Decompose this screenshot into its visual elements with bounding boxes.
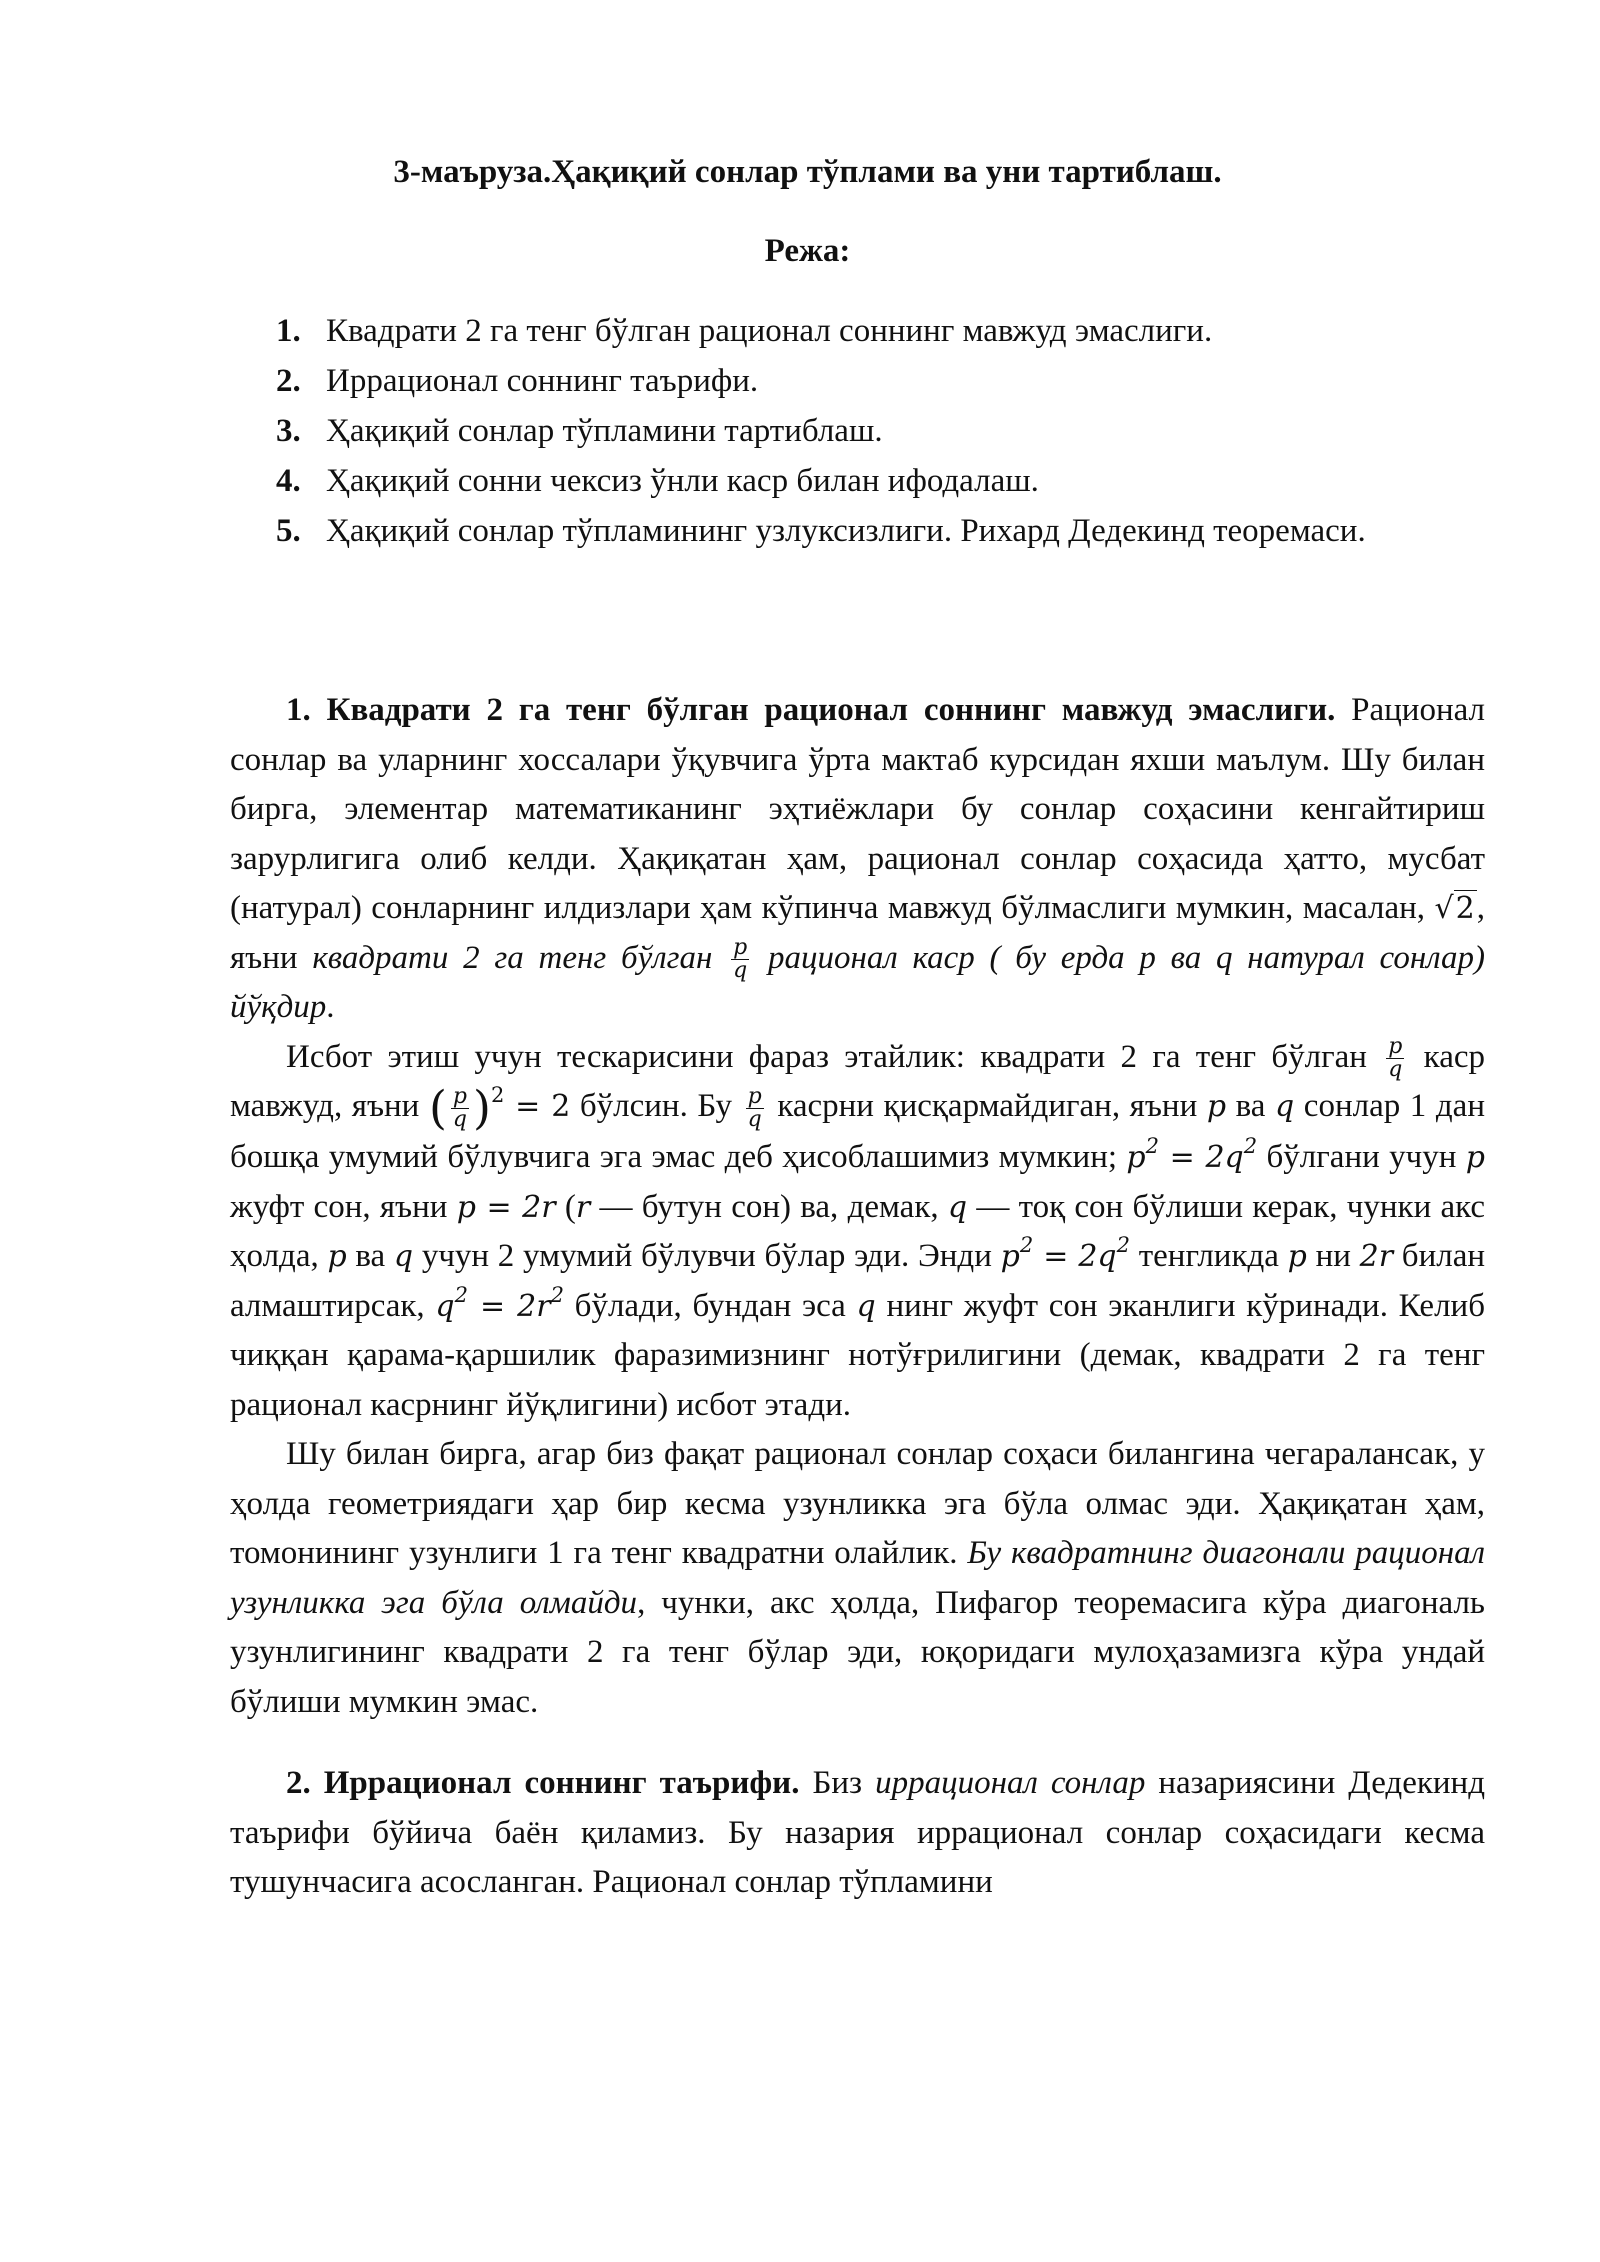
- paragraph-text: тенгликда: [1130, 1238, 1288, 1275]
- math-var: q: [393, 1239, 414, 1275]
- fraction-p-over-q: [1386, 1036, 1404, 1081]
- math-var: p: [1206, 1089, 1227, 1124]
- italic-text: Бу квадратнинг диагонали рационал узунликка эга бўла олмайди: [230, 1535, 1485, 1621]
- plan-heading: Режа:: [764, 233, 851, 269]
- paragraph-text: .: [326, 989, 335, 1025]
- paragraph-text: бўлади, бундан эса: [563, 1287, 857, 1324]
- section-1-paragraph-1: [230, 686, 1485, 1033]
- formula-part: = 2q: [1159, 1140, 1244, 1176]
- paragraph-text: , чунки, акс ҳолда, Пифагор теоремасига кўра диагональ узунлигининг квадрати 2 га тенг бўлар эди, юқоридаги мулоҳазамизга кўра ундай бўлиши мумкин эмас.: [230, 1584, 1485, 1720]
- sqrt-argument: 2: [1455, 891, 1475, 926]
- formula-part: = 2r: [468, 1288, 551, 1324]
- formula-part: p: [1000, 1239, 1020, 1275]
- lecture-body: [230, 686, 1485, 1908]
- exponent: 2: [1019, 1233, 1034, 1258]
- plan-item: [230, 506, 1485, 556]
- italic-text: рационал каср ( бу ерда p ва q натурал сонлар) йўқдир: [230, 939, 1485, 1025]
- plan-item-text: Ҳақиқий сонлар тўпламининг узлуксизлиги. Рихард Дедекинд теоремаси.: [326, 513, 1366, 549]
- formula-part: = 2q: [1033, 1239, 1117, 1275]
- math-var: p: [1465, 1140, 1485, 1176]
- paragraph-text: касрни қисқармайдиган, яъни: [767, 1088, 1207, 1124]
- exponent: 2: [1145, 1134, 1159, 1159]
- section-2-heading: 2. Иррационал соннинг таърифи.: [286, 1765, 800, 1802]
- paragraph-text: (: [555, 1188, 576, 1225]
- fraction-numerator: p: [733, 935, 748, 961]
- paragraph-text: ва: [346, 1238, 394, 1275]
- paragraph-text: назариясини Дедекинд таърифи бўйича баён қиламиз. Бу назария иррационал сонлар соҳасидаги кесма тушунчасига асосланган. Рационал сонлар тўпламини: [230, 1765, 1485, 1901]
- formula: [435, 1282, 564, 1324]
- paragraph-text: билан алмаштирсак,: [230, 1238, 1486, 1324]
- fraction-p-over-q: [731, 937, 749, 982]
- plan-item-number: 2.: [276, 363, 301, 399]
- section-1-paragraph-2: [230, 1033, 1485, 1431]
- paragraph-text: каср мавжуд, яъни: [230, 1038, 1486, 1124]
- paragraph-text: — тоқ сон бўлиши керак, чунки акс ҳолда,: [230, 1188, 1486, 1275]
- exponent: 2: [490, 1083, 505, 1107]
- formula: [1126, 1134, 1258, 1176]
- plan-item: [230, 306, 1485, 356]
- plan-item-number: 5.: [276, 513, 301, 549]
- math-var: q: [947, 1189, 968, 1225]
- formula-text: = 2: [504, 1089, 571, 1124]
- formula: 2r: [1359, 1239, 1394, 1275]
- plan-item-text: Ҳақиқий сонлар тўпламини тартиблаш.: [326, 413, 883, 449]
- paragraph-text: , яъни: [230, 890, 1485, 976]
- paragraph-text: учун 2 умумий бўлувчи бўлар эди. Энди: [413, 1238, 1001, 1275]
- plan-item-number: 4.: [276, 463, 301, 499]
- paragraph-text: бўлгани учун: [1257, 1139, 1466, 1176]
- fraction-denominator: q: [1388, 1057, 1403, 1083]
- fraction-p-over-q: [746, 1083, 764, 1132]
- math-var: q: [856, 1288, 876, 1324]
- fraction-numerator: p: [1388, 1034, 1403, 1060]
- paragraph-text: бўлсин. Бу: [570, 1088, 742, 1124]
- paragraph-text: сонлар 1 дан бошқа умумий бўлувчига эга эмас деб ҳисоблашимиз мумкин;: [230, 1088, 1485, 1176]
- formula-part: q: [435, 1288, 455, 1324]
- italic-text: иррационал сонлар: [875, 1765, 1146, 1802]
- fraction-numerator: p: [452, 1083, 467, 1109]
- plan-item-text: Ҳақиқий сонни чексиз ўнли каср билан ифодалаш.: [326, 463, 1039, 499]
- exponent: 2: [1243, 1134, 1258, 1159]
- formula-paren: (: [428, 1080, 447, 1135]
- plan-item: [230, 356, 1485, 406]
- section-gap: [230, 1727, 1485, 1759]
- formula: p = 2r: [456, 1189, 556, 1225]
- paragraph-text: Шу билан бирга, агар биз фақат рационал сонлар соҳаси билангина чегаралансак, у ҳолда геометриядаги ҳар бир кесма узунликка эга бўла олмас эди. Ҳақиқатан ҳам, томонининг узунлиги 1 га тенг квадратни олайлик.: [230, 1436, 1485, 1572]
- paragraph-text: Исбот этиш учун тескарисини фараз этайлик: квадрати 2 га тенг бўлган: [286, 1038, 1383, 1075]
- plan-item: [230, 456, 1485, 506]
- formula-part: p: [1126, 1140, 1146, 1176]
- plan-item-number: 3.: [276, 413, 301, 449]
- fraction-denominator: q: [733, 958, 748, 984]
- exponent: 2: [1116, 1233, 1131, 1258]
- exponent: 2: [454, 1282, 468, 1307]
- section-2-paragraph-1: [230, 1759, 1485, 1908]
- paragraph-text: ни: [1306, 1238, 1360, 1275]
- paragraph-text: Биз: [799, 1765, 876, 1802]
- fraction-numerator: p: [747, 1083, 762, 1109]
- math-var: q: [1275, 1089, 1295, 1124]
- paragraph-text: ва: [1226, 1088, 1275, 1124]
- paragraph-text: жуфт сон, яъни: [230, 1188, 457, 1225]
- sqrt-2-formula: √2: [1434, 891, 1475, 926]
- fraction-denominator: q: [452, 1106, 467, 1132]
- paragraph-text: нинг жуфт сон эканлиги кўринади. Келиб чиққан қарама-қаршилик фаразимизнинг нотўғрилигини (демак, квадрати 2 га тенг рационал касрнинг йўқлигини) исбот этади.: [230, 1287, 1485, 1423]
- exponent: 2: [550, 1282, 564, 1307]
- plan-item: [230, 406, 1485, 456]
- math-var: r: [575, 1189, 591, 1225]
- italic-text: квадрати 2 га тенг бўлган: [312, 939, 728, 976]
- plan-item-number: 1.: [276, 313, 301, 349]
- paragraph-text: Рационал сонлар ва уларнинг хоссалари ўқувчига ўрта мактаб курсидан яхши маълум. Шу билан бирга, элементар математиканинг эҳтиёжлари бу сонлар соҳасини кенгайтириш зарурлигига олиб келди. Ҳақиқатан ҳам, рационал сонлар соҳасида ҳатто, мусбат (натурал) сонларнинг илдизлари ҳам кўпинча мавжуд бўлмаслиги мумкин, масалан,: [230, 692, 1486, 926]
- plan-item-text: Квадрати 2 га тенг бўлган рационал соннинг мавжуд эмаслиги.: [326, 313, 1213, 349]
- math-var: p: [327, 1239, 347, 1275]
- paragraph-text: — бутун сон) ва, демак,: [590, 1188, 948, 1225]
- section-1-heading: 1. Квадрати 2 га тенг бўлган рационал соннинг мавжуд эмаслиги.: [286, 692, 1336, 728]
- formula: [1000, 1233, 1131, 1275]
- lecture-title: 3-маъруза.Ҳақиқий сонлар тўплами ва уни тартиблаш.: [393, 154, 1222, 190]
- fraction-p-over-q: [451, 1083, 469, 1132]
- formula-paren: ): [472, 1080, 491, 1135]
- plan-list: [230, 306, 1485, 556]
- plan-item-text: Иррационал соннинг таърифи.: [326, 363, 759, 399]
- fraction-denominator: q: [747, 1106, 762, 1132]
- math-var: p: [1287, 1239, 1307, 1275]
- section-1-paragraph-3: [230, 1430, 1485, 1727]
